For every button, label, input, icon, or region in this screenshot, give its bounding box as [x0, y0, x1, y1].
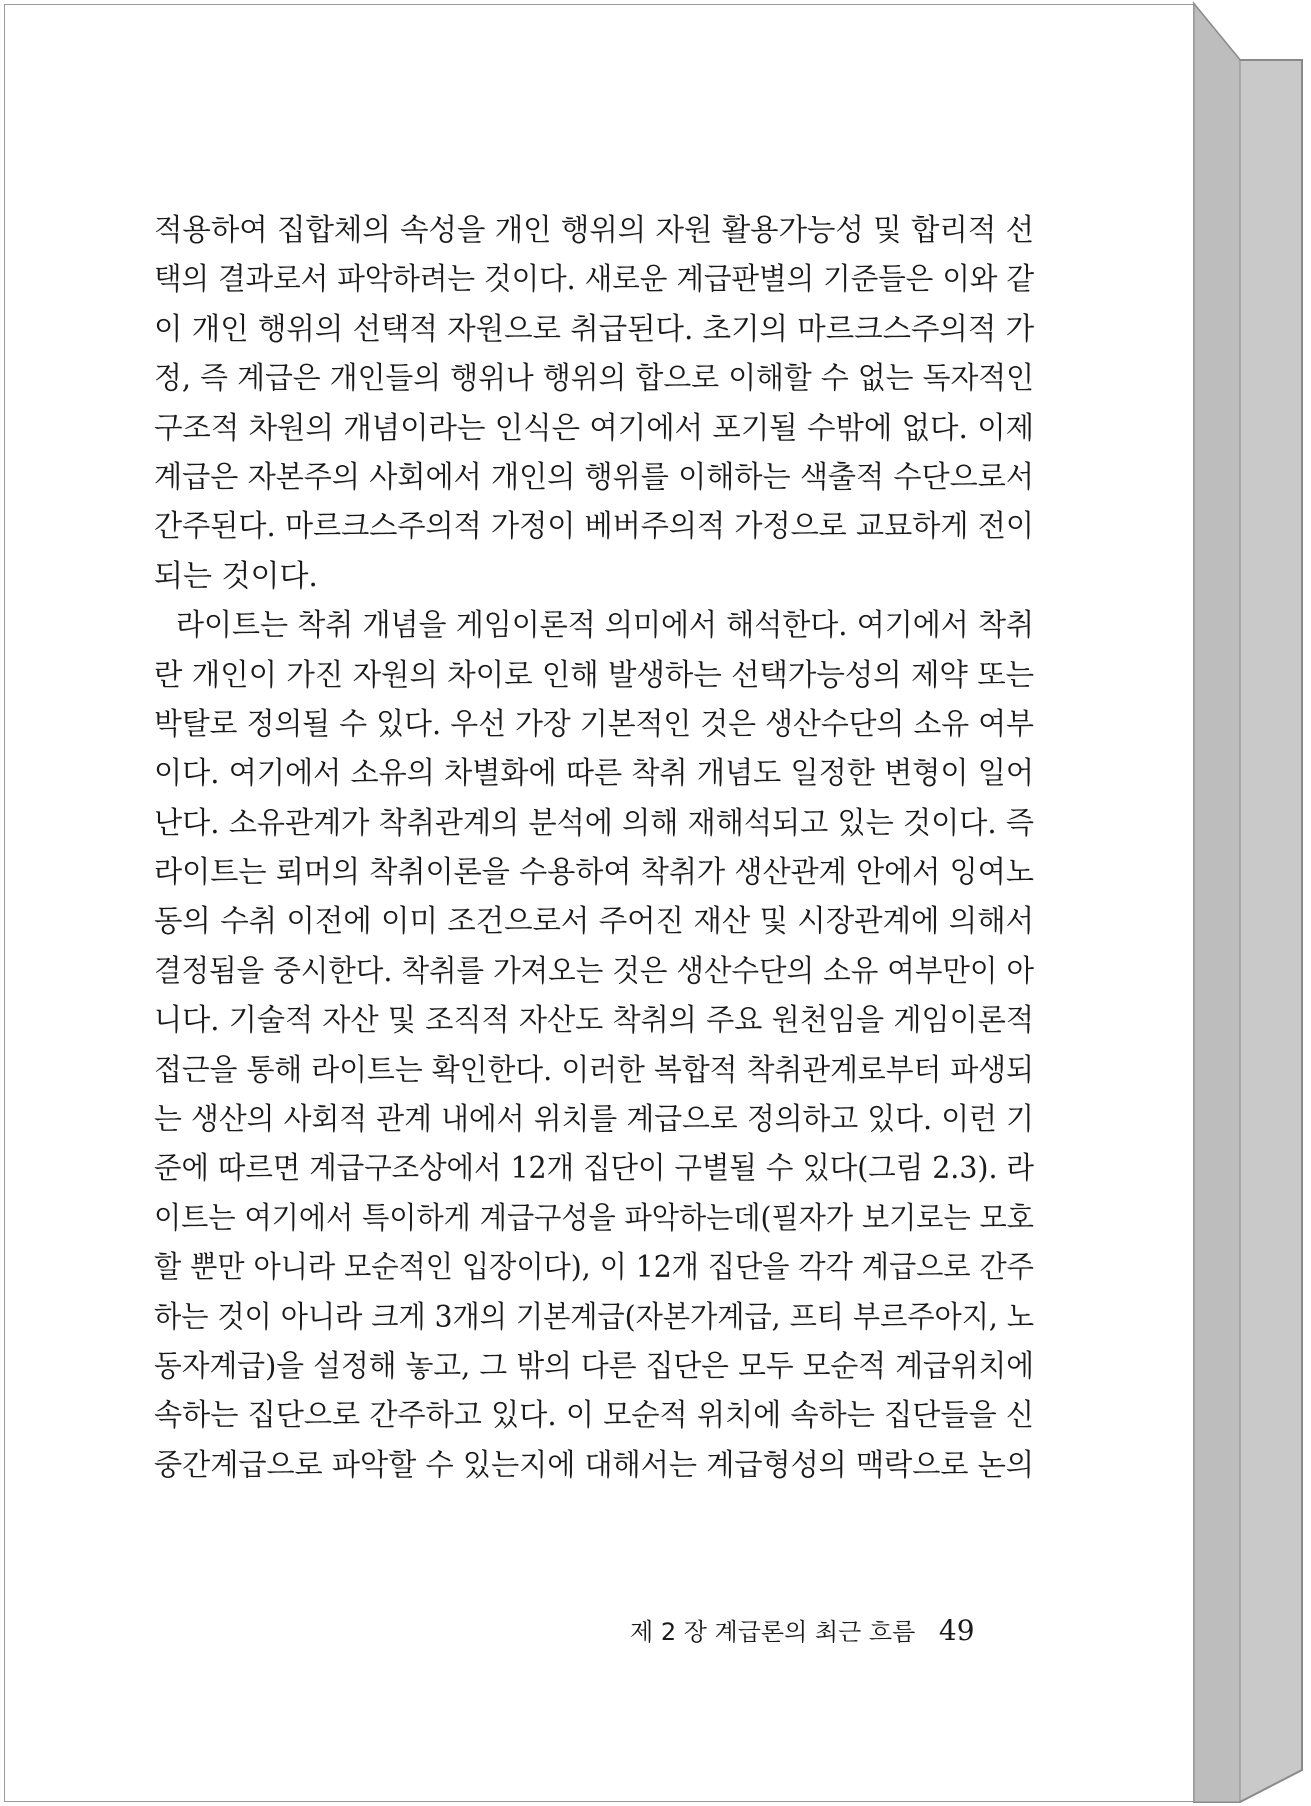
text-line: 는 생산의 사회적 관계 내에서 위치를 계급으로 정의하고 있다. 이런 기 — [154, 1102, 1034, 1138]
text-line: 정, 즉 계급은 개인들의 행위나 행위의 합으로 이해할 수 없는 독자적인 — [154, 361, 1034, 397]
text-line: 동자계급)을 설정해 놓고, 그 밖의 다른 집단은 모두 모순적 계급위치에 — [154, 1348, 1035, 1384]
chapter-label: 제 2 장 계급론의 최근 흐름 — [630, 1618, 916, 1646]
text-line: 속하는 집단으로 간주하고 있다. 이 모순적 위치에 속하는 집단들을 신 — [154, 1398, 1034, 1434]
text-line: 접근을 통해 라이트는 확인한다. 이러한 복합적 착취관계로부터 파생되 — [154, 1052, 1034, 1088]
text-line: 하는 것이 아니라 크게 3개의 기본계급(자본가계급, 프티 부르주아지, 노 — [154, 1299, 1035, 1335]
text-line: 박탈로 정의될 수 있다. 우선 가장 기본적인 것은 생산수단의 소유 여부 — [154, 706, 1034, 742]
text-line: 니다. 기술적 자산 및 조직적 자산도 착취의 주요 원천임을 게임이론적 — [154, 1003, 1034, 1039]
text-line: 이다. 여기에서 소유의 차별화에 따른 착취 개념도 일정한 변형이 일어 — [154, 756, 1034, 792]
text-line: 란 개인이 가진 자원의 차이로 인해 발생하는 선택가능성의 제약 또는 — [154, 657, 1035, 693]
text-line: 택의 결과로서 파악하려는 것이다. 새로운 계급판별의 기준들은 이와 같 — [154, 262, 1035, 298]
text-line: 간주된다. 마르크스주의적 가정이 베버주의적 가정으로 교묘하게 전이 — [154, 509, 1034, 545]
running-footer — [630, 1612, 1030, 1647]
page-number: 49 — [938, 1614, 975, 1647]
text-line: 이트는 여기에서 특이하게 계급구성을 파악하는데(필자가 보기로는 모호 — [154, 1200, 1034, 1236]
text-line: 중간계급으로 파악할 수 있는지에 대해서는 계급형성의 맥락으로 논의 — [154, 1447, 1034, 1483]
text-line: 구조적 차원의 개념이라는 인식은 여기에서 포기될 수밖에 없다. 이제 — [154, 410, 1035, 446]
text-line: 이 개인 행위의 선택적 자원으로 취급된다. 초기의 마르크스주의적 가 — [154, 311, 1035, 347]
text-line: 난다. 소유관계가 착취관계의 분석에 의해 재해석되고 있는 것이다. 즉 — [154, 805, 1034, 841]
text-line: 되는 것이다. — [154, 558, 318, 594]
body-text — [154, 206, 1034, 1490]
text-line: 할 뿐만 아니라 모순적인 입장이다), 이 12개 집단을 각각 계급으로 간주 — [154, 1250, 1034, 1286]
text-line: 결정됨을 중시한다. 착취를 가져오는 것은 생산수단의 소유 여부만이 아 — [154, 953, 1035, 989]
text-line: 준에 따르면 계급구조상에서 12개 집단이 구별될 수 있다(그림 2.3). 라 — [154, 1151, 1035, 1187]
text-line: 적용하여 집합체의 속성을 개인 행위의 자원 활용가능성 및 합리적 선 — [154, 213, 1035, 248]
text-line: 계급은 자본주의 사회에서 개인의 행위를 이해하는 색출적 수단으로서 — [154, 459, 1034, 495]
text-line: 동의 수취 이전에 이미 조건으로서 주어진 재산 및 시장관계에 의해서 — [154, 904, 1035, 940]
text-line: 라이트는 착취 개념을 게임이론적 의미에서 해석한다. 여기에서 착취 — [176, 608, 1034, 644]
text-line: 라이트는 뢰머의 착취이론을 수용하여 착취가 생산관계 안에서 잉여노 — [154, 855, 1034, 891]
